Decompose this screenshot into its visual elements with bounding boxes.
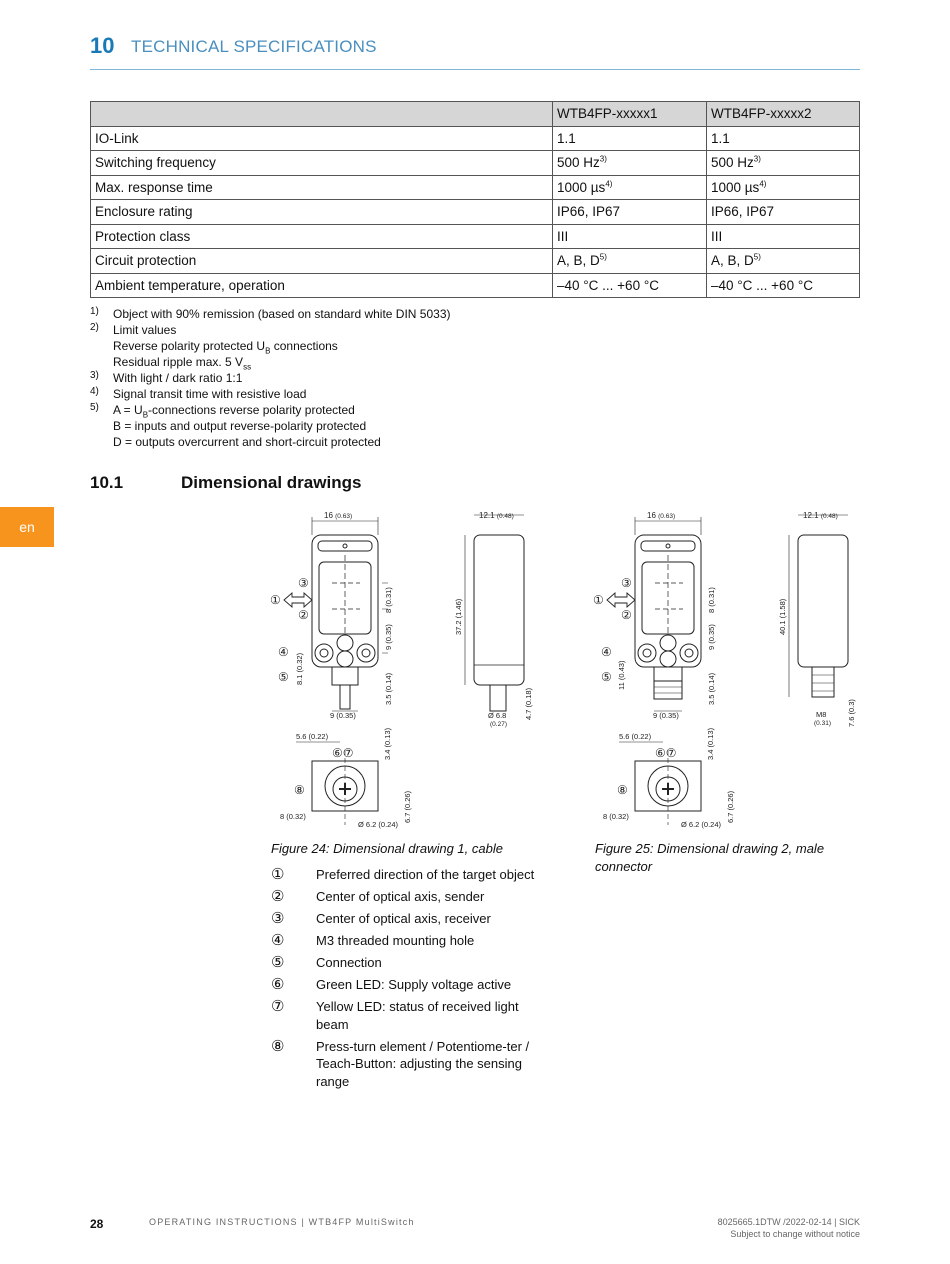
table-row (91, 224, 860, 249)
figure-24-caption: Figure 24: Dimensional drawing 1, cable (271, 841, 503, 856)
svg-text:3.5 (0.14): 3.5 (0.14) (707, 672, 716, 705)
cell-value: 500 Hz$^{3)}$ (707, 151, 860, 176)
svg-text:7.6 (0.3): 7.6 (0.3) (847, 699, 856, 727)
chapter-number: 10 (90, 33, 115, 58)
row-label: Max. response time (91, 175, 553, 200)
svg-text:④: ④ (601, 645, 612, 659)
footnote: 3) With light / dark ratio 1:1 (90, 370, 243, 385)
drawing-1-side (454, 511, 533, 728)
svg-text:⑤: ⑤ (601, 670, 612, 684)
svg-text:3.4 (0.13): 3.4 (0.13) (383, 727, 392, 760)
list-item: ⑧ Press-turn element / Potentiome-ter / Teach-Button: adjusting the sensing range (271, 1037, 530, 1089)
svg-text:40.1 (1.58): 40.1 (1.58) (778, 598, 787, 635)
svg-text:①: ① (270, 593, 281, 607)
row-label: Protection class (91, 224, 553, 249)
svg-text:8 (0.32): 8 (0.32) (280, 812, 306, 821)
list-item: ⑤ Connection (271, 954, 382, 971)
cell-value: –40 °C ... +60 °C (707, 273, 860, 298)
drawing-legend (271, 866, 541, 1095)
svg-text:11 (0.43): 11 (0.43) (617, 660, 626, 690)
list-item: ② Center of optical axis, sender (271, 888, 485, 905)
svg-text:④: ④ (278, 645, 289, 659)
figure-25-caption: Figure 25: Dimensional drawing 2, male connector (595, 841, 825, 874)
chapter-title: TECHNICAL SPECIFICATIONS (131, 37, 377, 56)
list-item: ③ Center of optical axis, receiver (271, 910, 491, 927)
svg-text:8.1 (0.32): 8.1 (0.32) (295, 652, 304, 685)
table-row (91, 175, 860, 200)
row-label: Circuit protection (91, 249, 553, 274)
svg-text:16 (0.63): 16 (0.63) (324, 511, 353, 520)
svg-text:⑤: ⑤ (278, 670, 289, 684)
table-header-row (91, 102, 860, 127)
svg-text:①: ① (593, 593, 604, 607)
table-header-cell: WTB4FP-xxxxx1 (553, 102, 707, 127)
svg-text:8 (0.31): 8 (0.31) (707, 587, 716, 613)
svg-text:6.7 (0.26): 6.7 (0.26) (726, 790, 735, 823)
svg-text:37.2 (1.46): 37.2 (1.46) (454, 598, 463, 635)
svg-text:9 (0.35): 9 (0.35) (707, 624, 716, 650)
list-item: ⑥ Green LED: Supply voltage active (271, 976, 512, 993)
svg-text:Ø 6.2 (0.24): Ø 6.2 (0.24) (681, 820, 722, 829)
drawing-2-front (593, 511, 716, 720)
table-row (91, 273, 860, 298)
list-item: ① Preferred direction of the target object (271, 866, 535, 883)
svg-text:⑧: ⑧ (617, 783, 628, 797)
footnote: 2) Limit values Reverse polarity protected $U_B$ connections Residual ripple max. 5 $V_{ss}$ (90, 322, 338, 372)
svg-text:Ø 6.8: Ø 6.8 (488, 711, 507, 720)
cell-value: IP66, IP67 (707, 200, 860, 225)
table-row (91, 126, 860, 151)
list-item: ④ M3 threaded mounting hole (271, 932, 475, 949)
drawing-1-top (280, 727, 412, 829)
cell-value: 1.1 (707, 126, 860, 151)
svg-text:M8: M8 (816, 710, 827, 719)
svg-text:⑥⑦: ⑥⑦ (332, 746, 354, 760)
footer-doc-ref: 8025665.1DTW /2022-02-14 | SICK (717, 1217, 860, 1227)
svg-text:6.7 (0.26): 6.7 (0.26) (403, 790, 412, 823)
page-header (90, 32, 860, 70)
cell-value: –40 °C ... +60 °C (553, 273, 707, 298)
cell-value: III (707, 224, 860, 249)
drawing-1-front (270, 511, 393, 720)
svg-text:5.6 (0.22): 5.6 (0.22) (619, 732, 652, 741)
language-tab[interactable]: en (0, 507, 54, 547)
svg-text:Ø 6.2 (0.24): Ø 6.2 (0.24) (358, 820, 399, 829)
cell-value: 1.1 (553, 126, 707, 151)
svg-text:8 (0.31): 8 (0.31) (384, 587, 393, 613)
row-label: IO-Link (91, 126, 553, 151)
cell-value: A, B, $D^{5)}$ (707, 249, 860, 274)
svg-text:③: ③ (298, 576, 309, 590)
footnotes (90, 306, 451, 450)
table-header-cell: WTB4FP-xxxxx2 (707, 102, 860, 127)
cell-value: 1000 µs$^{4)}$ (553, 175, 707, 200)
footnote: 1) Object with 90% remission (based on standard white DIN 5033) (90, 306, 451, 321)
svg-text:4.7 (0.18): 4.7 (0.18) (524, 687, 533, 720)
drawing-2-top (603, 727, 735, 829)
svg-text:9 (0.35): 9 (0.35) (653, 711, 679, 720)
svg-text:⑧: ⑧ (294, 783, 305, 797)
footnote: 5) $A = U_B$-connections reverse polarity protected B = inputs and output reverse-polarity protected D = outputs overcurrent and short-circuit protected (90, 402, 381, 449)
dimensional-drawings (262, 505, 862, 835)
cell-value: III (553, 224, 707, 249)
cell-value: IP66, IP67 (553, 200, 707, 225)
footer-doc-title: OPERATING INSTRUCTIONS | WTB4FP MultiSwitch (149, 1217, 415, 1227)
table-row (91, 151, 860, 176)
page-number: 28 (90, 1217, 104, 1231)
drawing-2-side (778, 511, 856, 727)
row-label: Enclosure rating (91, 200, 553, 225)
svg-text:②: ② (298, 608, 309, 622)
section-title: Dimensional drawings (181, 473, 362, 492)
svg-text:(0.27): (0.27) (490, 721, 507, 728)
table-row (91, 200, 860, 225)
row-label: Switching frequency (91, 151, 553, 176)
table-header-cell (91, 102, 553, 127)
svg-text:12.1 (0.48): 12.1 (0.48) (803, 511, 838, 520)
svg-text:9 (0.35): 9 (0.35) (330, 711, 356, 720)
section-number: 10.1 (90, 473, 124, 492)
footer-notice: Subject to change without notice (730, 1229, 860, 1239)
cell-value: A, B, $D^{5)}$ (553, 249, 707, 274)
svg-text:3.5 (0.14): 3.5 (0.14) (384, 672, 393, 705)
list-item: ⑦ Yellow LED: status of received light beam (271, 998, 519, 1032)
svg-text:5.6 (0.22): 5.6 (0.22) (296, 732, 329, 741)
spec-table (90, 101, 860, 298)
svg-text:16 (0.63): 16 (0.63) (647, 511, 676, 520)
svg-text:8 (0.32): 8 (0.32) (603, 812, 629, 821)
svg-text:⑥⑦: ⑥⑦ (655, 746, 677, 760)
footnote: 4) Signal transit time with resistive load (90, 386, 307, 401)
svg-text:3.4 (0.13): 3.4 (0.13) (706, 727, 715, 760)
svg-text:12.1 (0.48): 12.1 (0.48) (479, 511, 514, 520)
cell-value: 1000 µs$^{4)}$ (707, 175, 860, 200)
svg-text:(0.31): (0.31) (814, 720, 831, 727)
svg-text:②: ② (621, 608, 632, 622)
table-row (91, 249, 860, 274)
svg-text:③: ③ (621, 576, 632, 590)
cell-value: 500 Hz$^{3)}$ (553, 151, 707, 176)
svg-text:9 (0.35): 9 (0.35) (384, 624, 393, 650)
row-label: Ambient temperature, operation (91, 273, 553, 298)
